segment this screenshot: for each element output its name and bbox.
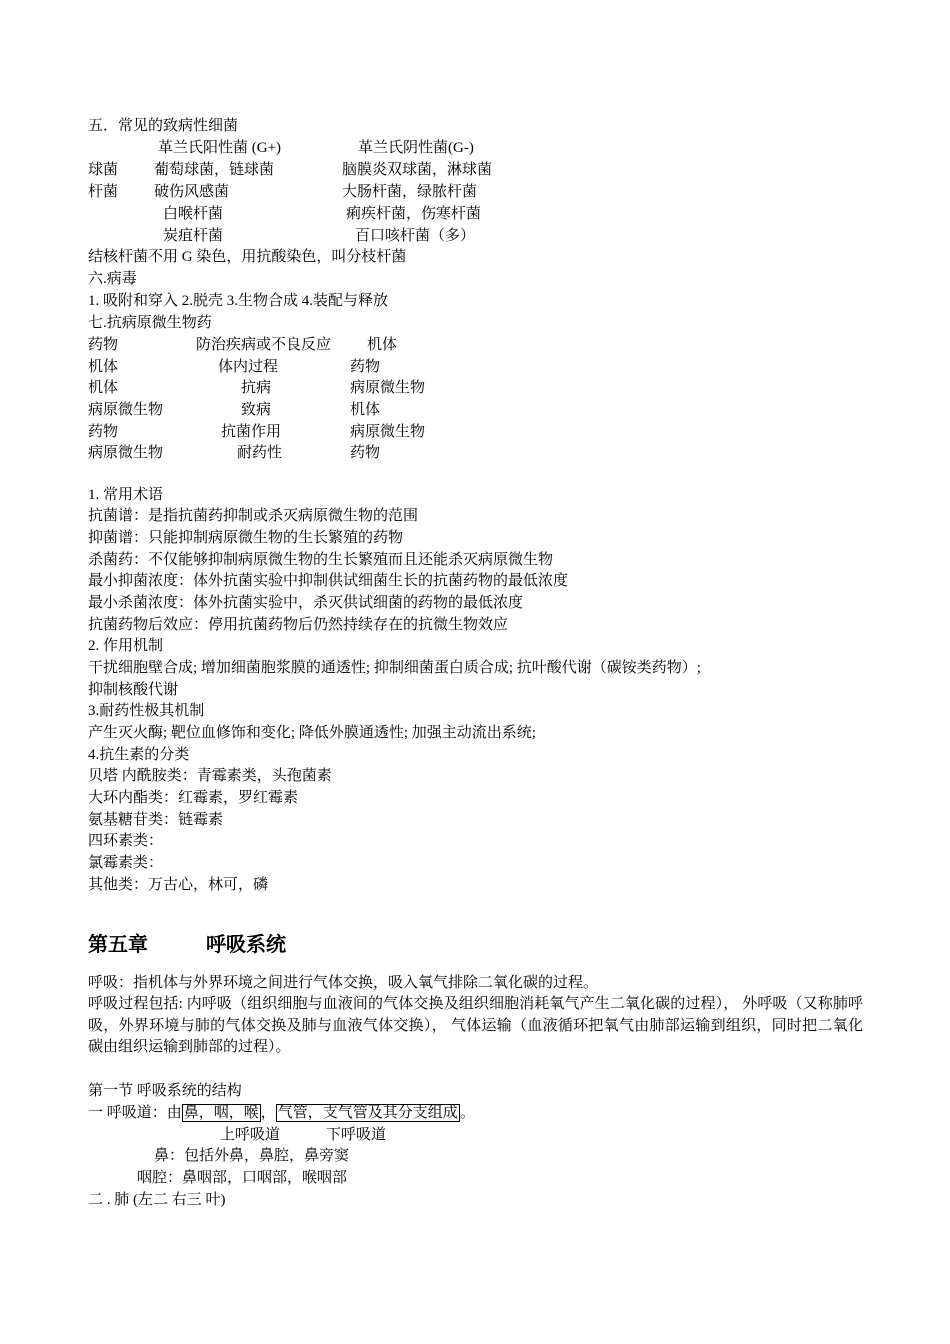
lower-airway-box: 气管，支气管及其分支组成 (277, 1105, 458, 1121)
relation-cell: 病原微生物 (350, 380, 426, 396)
relation-cell: 致病 (241, 402, 272, 418)
bacteria-note: 结核杆菌不用 G 染色，用抗酸染色，叫分枝杆菌 (88, 249, 407, 265)
col-header-gram-positive: 革兰氏阳性菌 (G+) (158, 140, 282, 156)
section-title-bacteria: 五．常见的致病性细菌 (88, 118, 239, 134)
respiration-definition: 呼吸：指机体与外界环境之间进行气体交换，吸入氧气排除二氧化碳的过程。 (88, 975, 599, 991)
relation-cell: 防治疾病或不良反应 (196, 337, 332, 353)
resistance-line: 产生灭火酶; 靶位血修饰和变化; 降低外膜通透性; 加强主动流出系统; (88, 725, 536, 741)
col-header-gram-negative: 革兰氏阴性菌(G-) (358, 140, 474, 156)
bacteria-gpos-cell: 破伤风感菌 (154, 184, 230, 200)
upper-airway-label: 上呼吸道 (220, 1127, 281, 1143)
section-title-structure: 第一节 呼吸系统的结构 (88, 1083, 242, 1099)
chapter-heading (88, 930, 286, 958)
relation-cell: 药物 (350, 445, 381, 461)
bacteria-gpos-cell: 葡萄球菌，链球菌 (154, 162, 275, 178)
lung-line: 二 . 肺 (左二 右三 叶) (88, 1192, 226, 1208)
relation-cell: 机体 (350, 402, 381, 418)
relation-cell: 药物 (88, 424, 119, 440)
relation-cell: 药物 (350, 359, 381, 375)
pharynx-line: 咽腔：鼻咽部，口咽部，喉咽部 (137, 1170, 348, 1186)
bacteria-gneg-cell: 脑膜炎双球菌，淋球菌 (342, 162, 493, 178)
term-line: 抗菌药物后效应：停用抗菌药物后仍然持续存在的抗微生物效应 (88, 617, 509, 633)
subsection-resistance-title: 3.耐药性极其机制 (88, 703, 205, 719)
term-line: 抑菌谱：只能抑制病原微生物的生长繁殖的药物 (88, 530, 404, 546)
chapter-number: 第五章 (88, 932, 148, 956)
term-line: 抗菌谱：是指抗菌药抑制或杀灭病原微生物的范围 (88, 508, 419, 524)
section-title-virus: 六.病毒 (88, 271, 137, 287)
antibiotic-class-line: 氨基糖苷类：链霉素 (88, 812, 224, 828)
upper-airway-box: 鼻，咽，喉 (183, 1105, 259, 1121)
relation-cell: 病原微生物 (88, 445, 164, 461)
airway-separator: ， (260, 1105, 276, 1121)
nose-line: 鼻：包括外鼻，鼻腔，鼻旁窦 (154, 1148, 350, 1164)
subsection-mechanism-title: 2. 作用机制 (88, 638, 164, 654)
relation-cell: 病原微生物 (88, 402, 164, 418)
relation-cell: 机体 (88, 380, 119, 396)
subsection-classes-title: 4.抗生素的分类 (88, 747, 190, 763)
term-line: 最小抑菌浓度：体外抗菌实验中抑制供试细菌生长的抗菌药物的最低浓度 (88, 573, 569, 589)
relation-cell: 耐药性 (237, 445, 283, 461)
antibiotic-class-line: 四环素类： (88, 833, 164, 849)
term-line: 最小杀菌浓度：体外抗菌实验中，杀灭供试细菌的药物的最低浓度 (88, 595, 524, 611)
antibiotic-class-line: 氯霉素类： (88, 855, 164, 871)
antibiotic-class-line: 其他类：万古心，林可，磷 (88, 877, 269, 893)
mechanism-line: 干扰细胞壁合成; 增加细菌胞浆膜的通透性; 抑制细菌蛋白质合成; 抗叶酸代谢（碳铵类药物）; (88, 660, 701, 676)
relation-cell: 抗菌作用 (221, 424, 282, 440)
virus-steps: 1. 吸附和穿入 2.脱壳 3.生物合成 4.装配与释放 (88, 293, 389, 309)
bacteria-gpos-cell: 白喉杆菌 (163, 206, 224, 222)
subsection-terms-title: 1. 常用术语 (88, 487, 164, 503)
mechanism-line: 抑制核酸代谢 (88, 682, 179, 698)
lower-airway-label: 下呼吸道 (326, 1127, 387, 1143)
relation-cell: 机体 (88, 359, 119, 375)
respiration-process-paragraph: 呼吸过程包括: 内呼吸（组织细胞与血液间的气体交换及组织细胞消耗氧气产生二氧化碳的过程）， 外呼吸（又称肺呼吸，外界环境与肺的气体交换及肺与血液气体交换）， 气体运输（血液循环把氧气由肺部运输到组织，同时把二氧化碳由组织运输到肺部的过程）。 (88, 996, 863, 1055)
chapter-title: 呼吸系统 (206, 932, 286, 956)
bacteria-gneg-cell: 痢疾杆菌，伤寒杆菌 (346, 206, 482, 222)
relation-cell: 药物 (88, 337, 119, 353)
airway-prefix: 一 呼吸道：由 (88, 1105, 182, 1121)
airway-end: 。 (459, 1105, 475, 1121)
relation-cell: 机体 (367, 337, 398, 353)
bacteria-gpos-cell: 炭疽杆菌 (163, 228, 224, 244)
relation-cell: 体内过程 (218, 359, 279, 375)
section-title-antimicrobial: 七.抗病原微生物药 (88, 315, 212, 331)
airway-line (88, 1103, 475, 1123)
antibiotic-class-line: 大环内酯类：红霉素，罗红霉素 (88, 790, 299, 806)
bacteria-type-bacilli: 杆菌 (88, 184, 119, 200)
relation-cell: 病原微生物 (350, 424, 426, 440)
bacteria-gneg-cell: 百口咳杆菌（多） (355, 228, 476, 244)
term-line: 杀菌药：不仅能够抑制病原微生物的生长繁殖而且还能杀灭病原微生物 (88, 552, 554, 568)
relation-cell: 抗病 (241, 380, 272, 396)
bacteria-type-cocci: 球菌 (88, 162, 119, 178)
antibiotic-class-line: 贝塔 内酰胺类：青霉素类，头孢菌素 (88, 768, 332, 784)
bacteria-gneg-cell: 大肠杆菌，绿脓杆菌 (342, 184, 478, 200)
